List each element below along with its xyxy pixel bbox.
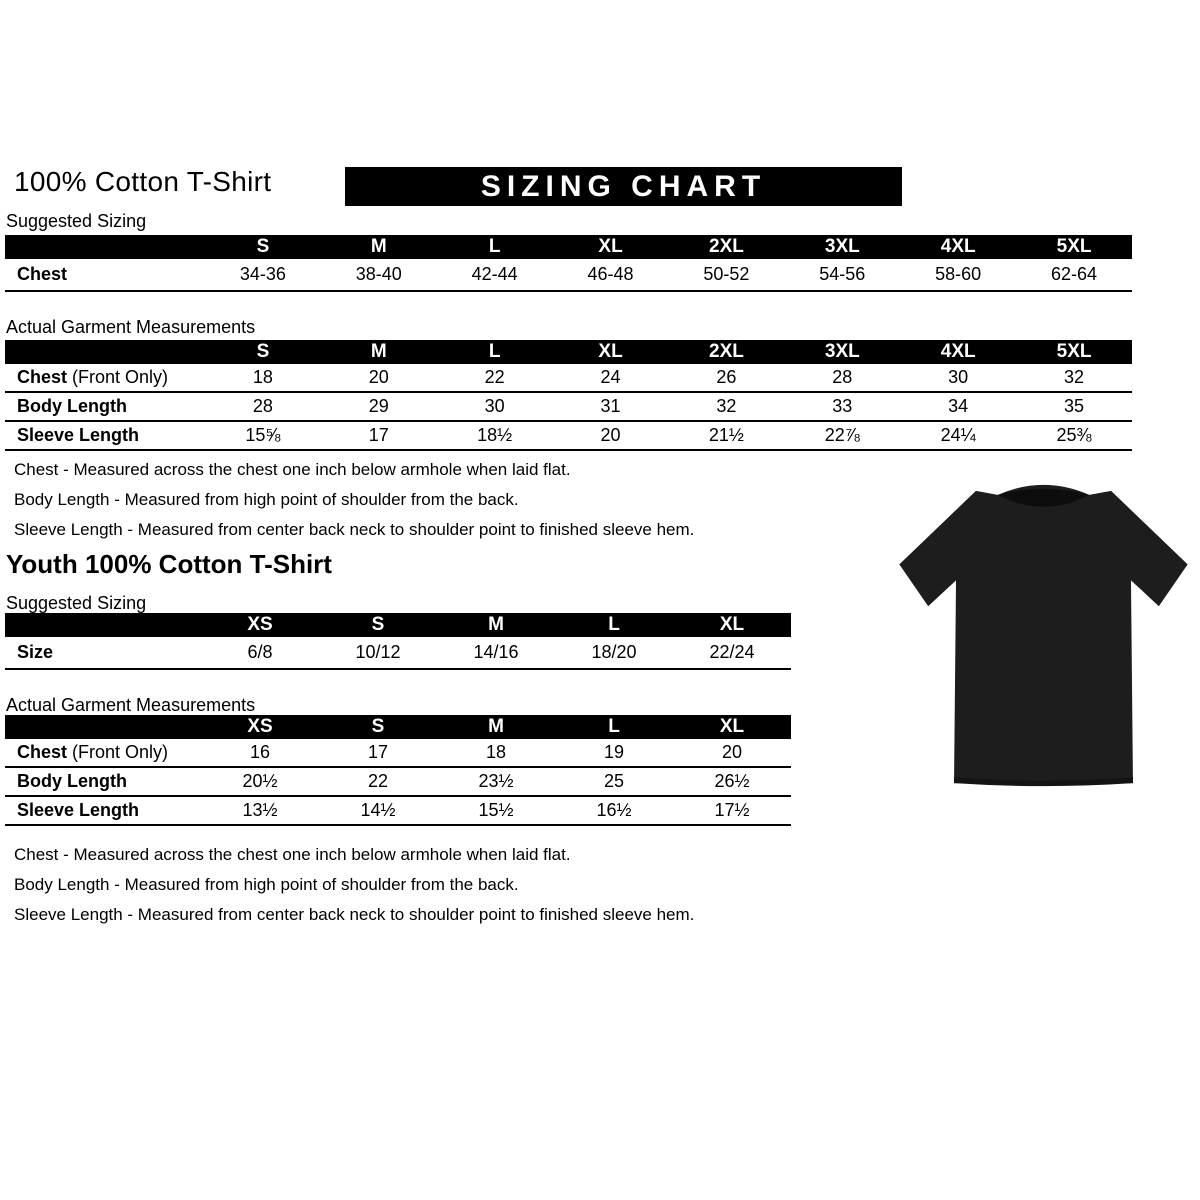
size-column-header: L — [555, 715, 673, 739]
cell-value: 17½ — [714, 800, 750, 820]
size-column-header: 5XL — [1016, 235, 1132, 259]
youth-suggested-heading: Suggested Sizing — [6, 593, 147, 613]
size-column-header: XL — [673, 715, 791, 739]
blank-corner-cell — [5, 340, 205, 364]
cell-value: 30 — [948, 367, 969, 387]
cell-value: 14½ — [360, 800, 396, 820]
cell-value: 28 — [832, 367, 853, 387]
header-row — [5, 235, 1132, 259]
cell-value: 22 — [367, 771, 389, 791]
youth-section-title: Youth 100% Cotton T-Shirt — [6, 549, 332, 579]
table-row — [5, 364, 1132, 392]
size-column-header: 2XL — [669, 340, 785, 364]
size-column-header: XS — [201, 715, 319, 739]
row-label: Sleeve Length — [17, 425, 140, 445]
note-chest: Chest - Measured across the chest one inch below armhole when laid flat. — [14, 460, 571, 479]
adult-suggested-heading: Suggested Sizing — [6, 211, 147, 231]
table-row — [5, 259, 1132, 291]
blank-corner-cell — [5, 715, 201, 739]
size-column-header: 4XL — [900, 235, 1016, 259]
adult-measurement-notes — [14, 460, 834, 550]
cell-value: 10/12 — [355, 642, 401, 662]
youth-measurement-notes — [14, 845, 834, 935]
row-label: Size — [17, 642, 54, 662]
adult-suggested-table — [5, 235, 1132, 292]
cell-value: 25⅜ — [1056, 425, 1092, 445]
youth-actual-table — [5, 715, 791, 826]
row-label: Sleeve Length — [17, 800, 140, 820]
header-row — [5, 715, 791, 739]
size-column-header: L — [437, 340, 553, 364]
cell-value: 34-36 — [239, 264, 286, 284]
cell-value: 62-64 — [1051, 264, 1098, 284]
cell-value: 14/16 — [473, 642, 519, 662]
cell-value: 31 — [600, 396, 621, 416]
note-body-length: Body Length - Measured from high point of shoulder from the back. — [14, 490, 519, 509]
size-column-header: M — [437, 715, 555, 739]
adult-actual-heading: Actual Garment Measurements — [6, 317, 256, 337]
cell-value: 18½ — [477, 425, 513, 445]
note-body-length: Body Length - Measured from high point of shoulder from the back. — [14, 875, 519, 894]
size-column-header: XL — [673, 613, 791, 637]
note-chest: Chest - Measured across the chest one inch below armhole when laid flat. — [14, 845, 571, 864]
adult-section-title: 100% Cotton T-Shirt — [14, 166, 272, 197]
cell-value: 21½ — [708, 425, 744, 445]
blank-corner-cell — [5, 235, 205, 259]
cell-value: 15½ — [478, 800, 514, 820]
size-column-header: S — [319, 613, 437, 637]
cell-value: 28 — [252, 396, 273, 416]
row-label-main: Chest — [17, 367, 68, 387]
size-column-header: M — [437, 613, 555, 637]
cell-value: 38-40 — [355, 264, 402, 284]
cell-value: 15⅝ — [245, 425, 281, 445]
header-row — [5, 340, 1132, 364]
cell-value: 32 — [1064, 367, 1085, 387]
size-column-header: L — [555, 613, 673, 637]
cell-value: 34 — [948, 396, 969, 416]
cell-value: 30 — [484, 396, 505, 416]
table-row — [5, 392, 1132, 421]
row-label: Body Length — [17, 396, 127, 416]
cell-value: 35 — [1064, 396, 1085, 416]
row-label-suffix: (Front Only) — [67, 367, 169, 387]
size-column-header: L — [437, 235, 553, 259]
cell-value: 18 — [252, 367, 273, 387]
size-column-header: S — [319, 715, 437, 739]
cell-value: 18/20 — [591, 642, 637, 662]
cell-value: 54-56 — [819, 264, 866, 284]
size-column-header: 3XL — [784, 235, 900, 259]
size-column-header: S — [205, 340, 321, 364]
cell-value: 13½ — [242, 800, 278, 820]
size-column-header: XS — [201, 613, 319, 637]
row-label — [5, 364, 205, 392]
sizing-chart-banner: SIZING CHART — [345, 167, 902, 206]
size-column-header: 2XL — [669, 235, 785, 259]
table-row — [5, 421, 1132, 450]
size-column-header: XL — [553, 340, 669, 364]
cell-value: 24¼ — [940, 425, 976, 445]
cell-value: 17 — [368, 425, 389, 445]
cell-value: 25 — [603, 771, 625, 791]
size-column-header: S — [205, 235, 321, 259]
table-row — [5, 796, 791, 825]
size-column-header: 4XL — [900, 340, 1016, 364]
row-label-main: Chest — [17, 742, 68, 762]
row-label-suffix: (Front Only) — [67, 742, 169, 762]
cell-value: 22⅞ — [824, 425, 860, 445]
cell-value: 46-48 — [587, 264, 634, 284]
cell-value: 22 — [484, 367, 505, 387]
cell-value: 33 — [832, 396, 853, 416]
cell-value: 19 — [603, 742, 625, 762]
youth-actual-heading: Actual Garment Measurements — [6, 695, 256, 715]
size-column-header: 3XL — [784, 340, 900, 364]
cell-value: 6/8 — [247, 642, 273, 662]
size-column-header: M — [321, 340, 437, 364]
table-row — [5, 767, 791, 796]
cell-value: 42-44 — [471, 264, 518, 284]
cell-value: 16½ — [596, 800, 632, 820]
cell-value: 24 — [600, 367, 621, 387]
size-column-header: 5XL — [1016, 340, 1132, 364]
cell-value: 29 — [368, 396, 389, 416]
cell-value: 23½ — [478, 771, 514, 791]
cell-value: 16 — [249, 742, 271, 762]
adult-actual-table — [5, 340, 1132, 451]
note-sleeve-length: Sleeve Length - Measured from center back neck to shoulder point to finished sleeve hem. — [14, 520, 695, 539]
table-row — [5, 637, 791, 669]
cell-value: 58-60 — [935, 264, 982, 284]
cell-value: 22/24 — [709, 642, 755, 662]
cell-value: 17 — [367, 742, 389, 762]
blank-corner-cell — [5, 613, 201, 637]
row-label — [5, 739, 201, 767]
size-column-header: M — [321, 235, 437, 259]
cell-value: 26½ — [714, 771, 750, 791]
header-row — [5, 613, 791, 637]
cell-value: 18 — [485, 742, 507, 762]
cell-value: 20½ — [242, 771, 278, 791]
cell-value: 20 — [368, 367, 389, 387]
row-label: Body Length — [17, 771, 127, 791]
cell-value: 32 — [716, 396, 737, 416]
note-sleeve-length: Sleeve Length - Measured from center back neck to shoulder point to finished sleeve hem. — [14, 905, 695, 924]
size-column-header: XL — [553, 235, 669, 259]
row-label: Chest — [17, 264, 68, 284]
youth-suggested-table — [5, 613, 791, 670]
cell-value: 20 — [721, 742, 743, 762]
cell-value: 26 — [716, 367, 737, 387]
black-tshirt-image — [892, 469, 1195, 807]
table-row — [5, 739, 791, 767]
cell-value: 20 — [600, 425, 621, 445]
cell-value: 50-52 — [703, 264, 750, 284]
